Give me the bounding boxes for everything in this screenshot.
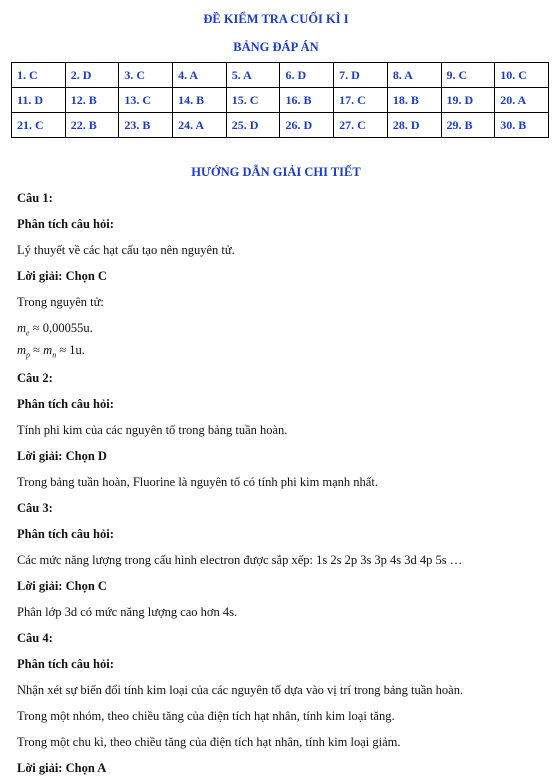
answer-cell: 27. C (334, 113, 388, 138)
answer-cell: 25. D (226, 113, 280, 138)
answer-table (11, 62, 549, 138)
answer-cell: 14. B (173, 88, 227, 113)
question-4-label: Câu 4: (17, 631, 53, 645)
answer-row (12, 113, 549, 138)
question-2-analysis: Tính phi kim của các nguyên tố trong bảng tuần hoàn. (17, 423, 288, 437)
guide-title: HƯỚNG DẪN GIẢI CHI TIẾT (191, 165, 361, 179)
answer-cell: 2. D (65, 63, 119, 88)
answer-cell: 15. C (226, 88, 280, 113)
question-1-label: Câu 1: (17, 191, 53, 205)
question-2-label: Câu 2: (17, 371, 53, 385)
answer-row (12, 88, 549, 113)
answer-key-title: BẢNG ĐÁP ÁN (233, 40, 319, 54)
answer-cell: 11. D (12, 88, 66, 113)
answer-cell: 20. A (495, 88, 549, 113)
answer-cell: 22. B (65, 113, 119, 138)
question-2-solution: Lời giải: Chọn D (17, 449, 107, 463)
question-3-analysis-label: Phân tích câu hỏi: (17, 527, 114, 541)
question-4-line-3: Trong một chu kì, theo chiều tăng của điện tích hạt nhân, tính kim loại giảm. (17, 735, 401, 749)
answer-cell: 17. C (334, 88, 388, 113)
question-3-analysis: Các mức năng lượng trong cấu hình electron được sắp xếp: 1s 2s 2p 3s 3p 4s 3d 4p 5s … (17, 553, 463, 567)
answer-cell: 26. D (280, 113, 334, 138)
answer-cell: 7. D (334, 63, 388, 88)
answer-cell: 29. B (441, 113, 495, 138)
answer-cell: 30. B (495, 113, 549, 138)
answer-cell: 16. B (280, 88, 334, 113)
answer-cell: 6. D (280, 63, 334, 88)
question-1-text: Trong nguyên tử: (17, 295, 104, 309)
solutions (17, 188, 547, 784)
answer-cell: 5. A (226, 63, 280, 88)
question-1-analysis: Lý thuyết về các hạt cấu tạo nên nguyên tử. (17, 243, 235, 257)
answer-row (12, 63, 549, 88)
answer-cell: 28. D (387, 113, 441, 138)
answer-cell: 19. D (441, 88, 495, 113)
question-4-analysis: Nhận xét sự biến đổi tính kim loại của các nguyên tố dựa vào vị trí trong bảng tuần hoàn. (17, 683, 464, 697)
question-4-solution: Lời giải: Chọn A (17, 761, 107, 775)
question-3-solution: Lời giải: Chọn C (17, 579, 107, 593)
formula-proton-neutron-mass: $m_p \approx m_n \approx 1u$. (17, 343, 85, 360)
answer-cell: 24. A (173, 113, 227, 138)
question-3-text: Phân lớp 3d có mức năng lượng cao hơn 4s. (17, 605, 238, 619)
exam-title: ĐỀ KIỂM TRA CUỐI KÌ I (203, 12, 349, 26)
answer-cell: 9. C (441, 63, 495, 88)
answer-cell: 23. B (119, 113, 173, 138)
question-4-analysis-label: Phân tích câu hỏi: (17, 657, 114, 671)
answer-cell: 1. C (12, 63, 66, 88)
answer-cell: 13. C (119, 88, 173, 113)
question-3-label: Câu 3: (17, 501, 53, 515)
question-1-solution: Lời giải: Chọn C (17, 269, 107, 283)
answer-cell: 18. B (387, 88, 441, 113)
question-1-analysis-label: Phân tích câu hỏi: (17, 217, 114, 231)
answer-cell: 12. B (65, 88, 119, 113)
question-4-line-2: Trong một nhóm, theo chiều tăng của điện tích hạt nhân, tính kim loại tăng. (17, 709, 395, 723)
answer-cell: 10. C (495, 63, 549, 88)
answer-cell: 3. C (119, 63, 173, 88)
answer-cell: 21. C (12, 113, 66, 138)
formula-electron-mass: $m_e \approx 0,00055u$. (17, 321, 93, 338)
question-2-analysis-label: Phân tích câu hỏi: (17, 397, 114, 411)
question-2-text: Trong bảng tuần hoàn, Fluorine là nguyên tố có tính phi kim mạnh nhất. (17, 475, 378, 489)
answer-cell: 4. A (173, 63, 227, 88)
answer-cell: 8. A (387, 63, 441, 88)
